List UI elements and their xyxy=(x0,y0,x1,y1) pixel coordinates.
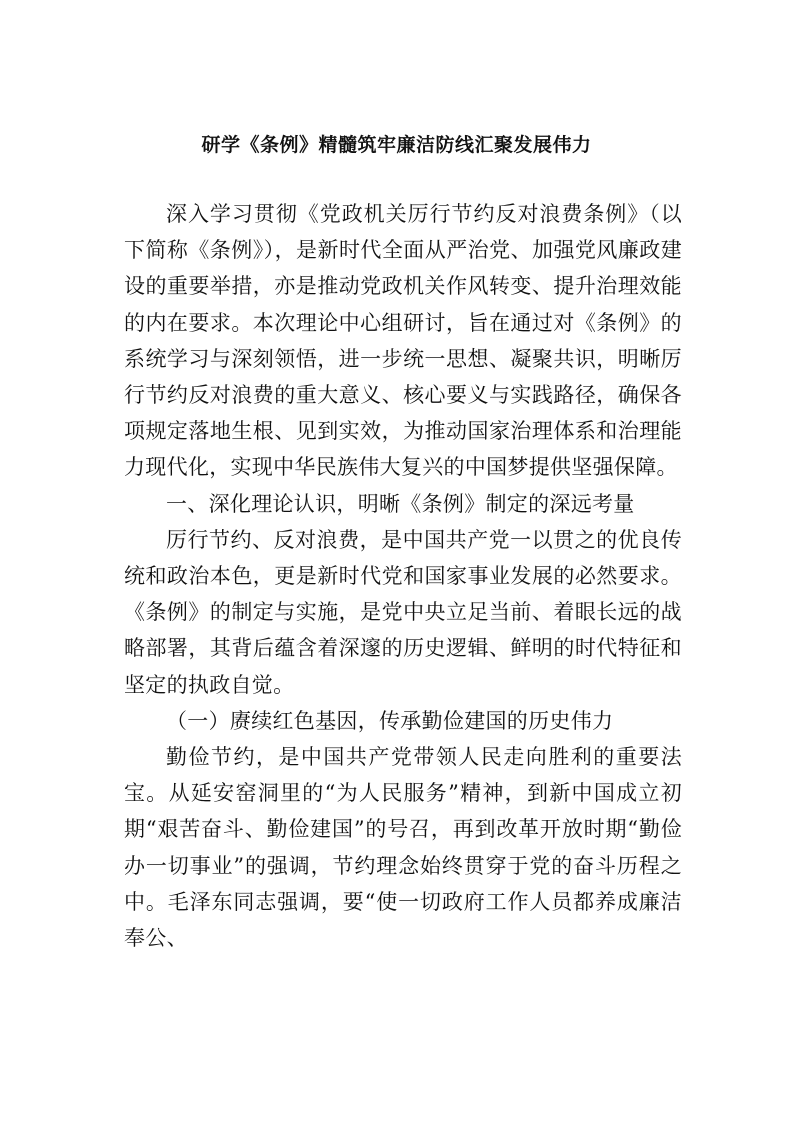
subsection-1-paragraph: 勤俭节约，是中国共产党带领人民走向胜利的重要法宝。从延安窑洞里的“为人民服务”精神，到新中国成立初期“艰苦奋斗、勤俭建国”的号召，再到改革开放时期“勤俭办一切事业”的强调，节约理念始终贯穿于党的奋斗历程之中。毛泽东同志强调，要“使一切政府工作人员都养成廉洁奉公、 xyxy=(124,745,682,951)
subsection-heading-1: （一）赓续红色基因，传承勤俭建国的历史伟力 xyxy=(166,708,614,733)
section-heading-1: 一、深化理论认识，明晰《条例》制定的深远考量 xyxy=(166,491,635,516)
document-title: 研学《条例》精髓筑牢廉洁防线汇聚发展伟力 xyxy=(201,134,592,156)
intro-paragraph: 深入学习贯彻《党政机关厉行节约反对浪费条例》（以下简称《条例》），是新时代全面从严治党、加强党风廉政建设的重要举措，亦是推动党政机关作风转变、提升治理效能的内在要求。本次理论中心组研讨，旨在通过对《条例》的系统学习与深刻领悟，进一步统一思想、凝聚共识，明晰厉行节约反对浪费的重大意义、核心要义与实践路径，确保各项规定落地生根、见到实效，为推动国家治理体系和治理能力现代化，实现中华民族伟大复兴的中国梦提供坚强保障。 xyxy=(124,202,682,480)
section-1-paragraph: 厉行节约、反对浪费，是中国共产党一以贯之的优良传统和政治本色，更是新时代党和国家事业发展的必然要求。《条例》的制定与实施，是党中央立足当前、着眼长远的战略部署，其背后蕴含着深邃的历史逻辑、鲜明的时代特征和坚定的执政自觉。 xyxy=(124,527,682,697)
document-body xyxy=(124,196,682,956)
